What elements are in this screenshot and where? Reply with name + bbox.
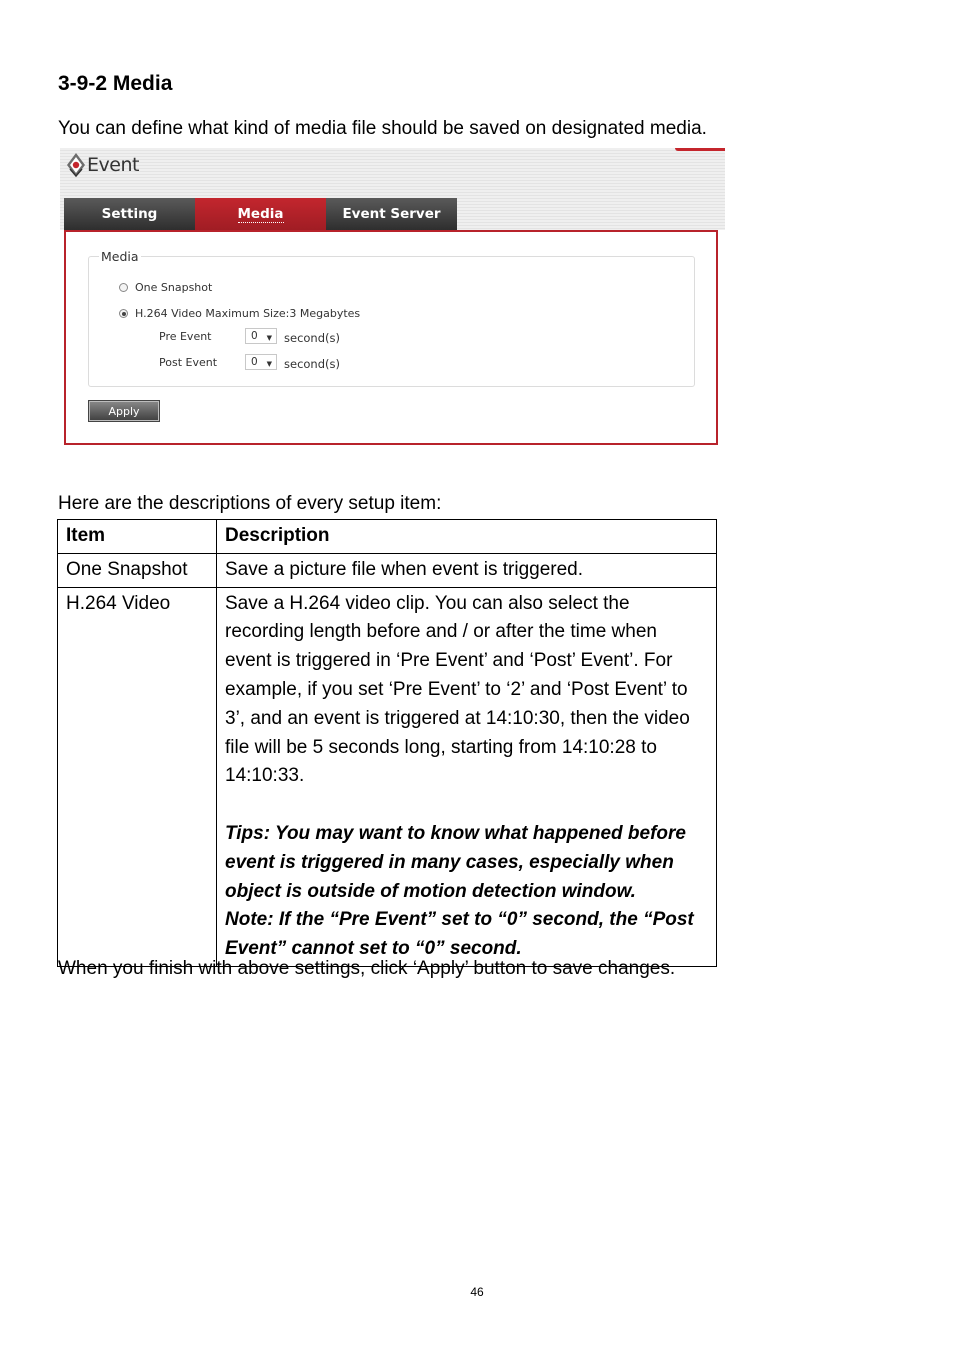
one-snapshot-radio[interactable] [119,283,128,292]
descriptions-intro: Here are the descriptions of every setup item: [58,493,442,514]
page-number: 46 [470,1285,484,1299]
intro-text: You can define what kind of media file should be saved on designated media. [58,118,707,139]
app-title [66,152,139,178]
tab-setting[interactable]: Setting [64,198,195,230]
header-description: Description [217,520,717,554]
app-title-text: Event [87,154,139,176]
tab-media[interactable]: Media [195,198,326,230]
logo-icon [66,152,86,178]
tips-text: Tips: You may want to know what happened before event is triggered in many cases, especially when object is outside of motion detection window. [225,822,686,902]
h264-video-label: H.264 Video Maximum Size:3 Megabytes [135,307,361,320]
tab-event-server[interactable]: Event Server [326,198,457,230]
option-one-snapshot[interactable] [119,281,212,294]
apply-button[interactable]: Apply [88,400,160,422]
media-panel [64,230,718,445]
chevron-down-icon: ▼ [266,360,272,368]
fieldset-legend: Media [101,249,139,264]
pre-event-select[interactable]: 0 ▼ [245,328,277,344]
row-item: H.264 Video [58,587,217,966]
table-row [58,587,717,966]
chevron-down-icon: ▼ [266,334,272,342]
row-description: Save a picture file when event is triggered. [217,553,717,587]
media-fieldset [88,249,695,387]
post-event-label: Post Event [159,356,218,369]
setup-items-table [57,519,717,967]
option-h264-video[interactable] [119,307,360,320]
post-event-select[interactable]: 0 ▼ [245,354,277,370]
table-row [58,553,717,587]
section-heading: 3-9-2 Media [58,72,173,95]
row-description-cell [217,587,717,966]
app-header [60,148,725,230]
row-item: One Snapshot [58,553,217,587]
post-event-unit: second(s) [284,357,340,371]
row-description: Save a H.264 video clip. You can also select the recording length before and / or after the time when event is triggered in ‘Pre Event’ and ‘Post’ Event’. For example, if you set ‘Pre Event’ to ‘2’ and ‘Post Event’ to 3’, and an event is triggered at 14:10:30, then the video file will be 5 seconds long, starting from 14:10:28 to 14:10:33. [225,592,690,787]
one-snapshot-label: One Snapshot [135,281,213,294]
note-text: Note: If the “Pre Event” set to “0” second, the “Post Event” cannot set to “0” second. [225,909,694,960]
closing-text: When you finish with above settings, click ‘Apply’ button to save changes. [58,958,676,979]
event-settings-screenshot [60,148,725,448]
header-item: Item [58,520,217,554]
pre-event-label: Pre Event [159,330,212,343]
h264-video-radio[interactable] [119,309,128,318]
tab-bar [64,198,457,230]
pre-event-unit: second(s) [284,331,340,345]
table-header-row [58,520,717,554]
